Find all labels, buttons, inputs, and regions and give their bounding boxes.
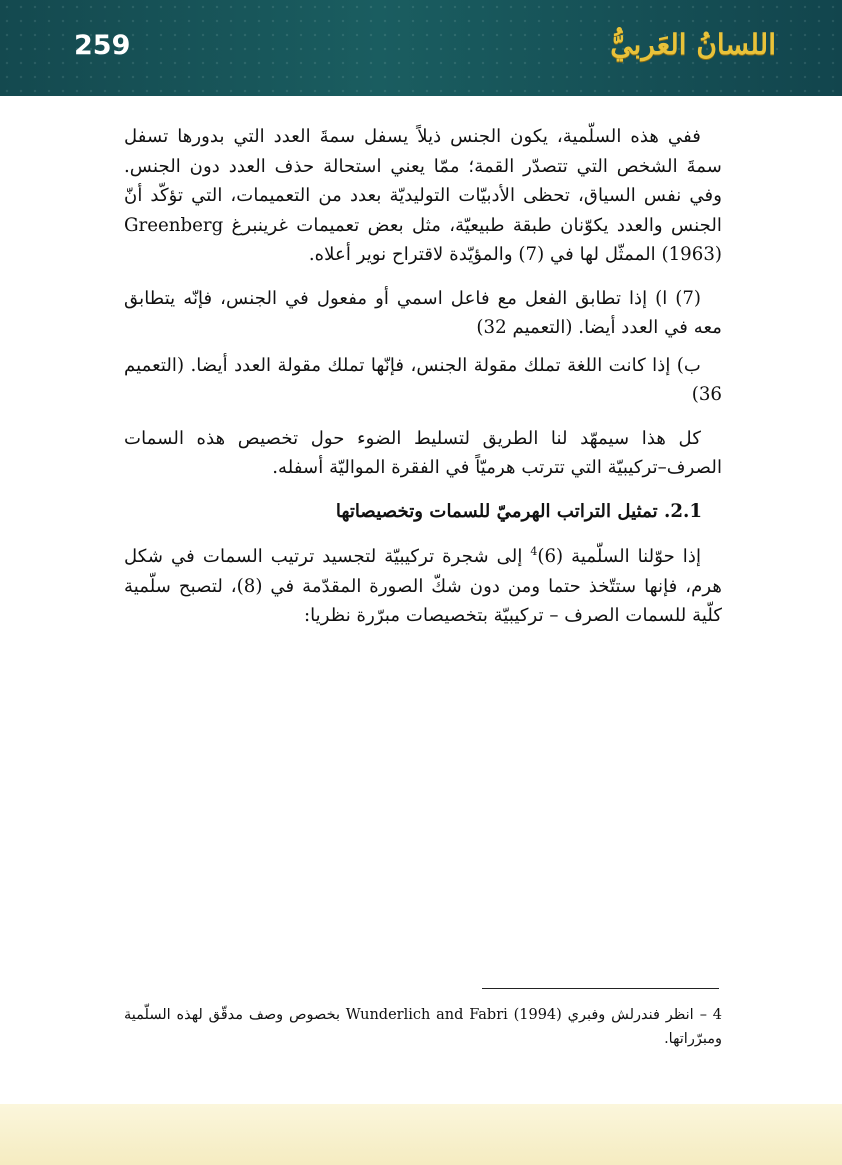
article-body [124,122,722,645]
page-header [0,0,842,96]
paragraph-2: كل هذا سيمهّد لنا الطريق لتسليط الضوء حول تخصيص هذه السمات الصرف–تركيبيّة التي تترتب هرميّاً في الفقرة المواليّة أسفله. [124,427,722,478]
example-7b: ب) إذا كانت اللغة تملك مقولة الجنس، فإنّها تملك مقولة العدد أيضا. (التعميم 36) [124,354,722,405]
paragraph-3 [124,542,722,631]
paragraph-1: ففي هذه السلّمية، يكون الجنس ذيلاً يسفل سمةَ العدد التي بدورها تسفل سمةَ الشخص التي تتصدّر القمة؛ ممّا يعني استحالة حذف العدد دون الجنس. وفي نفس السياق، تحظى الأدبيّات التوليديّة بعدد من التعميمات، التي تؤكّد أنّ الجنس والعدد يكوّنان طبقة طبيعيّة، مثل بعض تعميمات غرينبرغ Greenberg (1963) الممثّل لها في (7) والمؤيّدة لاقتراح نوير أعلاه. [124,126,722,265]
paragraph-3-start: إذا حوّلنا السلّمية (6) [537,546,701,567]
example-7a: (7) ا) إذا تطابق الفعل مع فاعل اسمي أو مفعول في الجنس، فإنّه يتطابق معه في العدد أيضا. (التعميم 32) [124,287,722,338]
journal-logo: اللسانُ العَربيُّ [610,28,776,61]
footnote-number: 4 – [699,1007,722,1023]
paragraph-3-rest: إلى شجرة تركيبيّة لتجسيد ترتيب السمات في شكل هرم، فإنها ستتّخذ حتما ومن دون شكّ الصورة المقدّمة في (8)، لتصبح سلّمية كلّية للسمات الصرف – تركيبيّة بتخصيصات مبرّرة نظريا: [124,546,722,626]
footnote [124,1003,722,1051]
page-number: 259 [74,30,131,61]
footnote-ref[interactable]: 4 [530,544,538,558]
section-heading: 2.1. تمثيل التراتب الهرميّ للسمات وتخصيصاتها [335,500,702,522]
page-footer-band [0,1104,842,1165]
footnote-text: انظر فندرلش وفبري Wunderlich and Fabri (1994) بخصوص وصف مدقّق لهذه السلّمية ومبرّراتها. [124,1007,722,1047]
footnote-divider [482,988,719,989]
